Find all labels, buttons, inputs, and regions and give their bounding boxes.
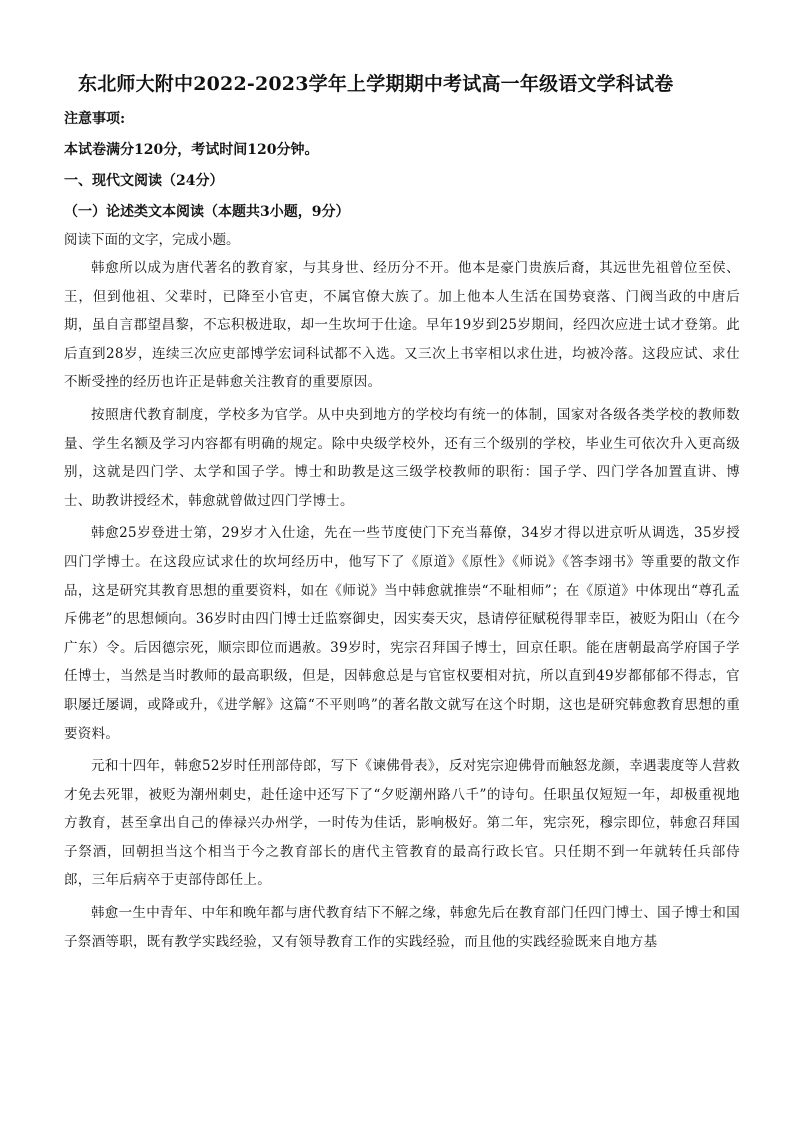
exam-title: 东北师大附中2022-2023学年上学期期中考试高一年级语文学科试卷 bbox=[78, 73, 674, 95]
reading-instruction: 阅读下面的文字，完成小题。 bbox=[64, 232, 240, 248]
reading-passage bbox=[64, 254, 740, 956]
subsection-heading-argumentative: （一）论述类文本阅读（本题共3小题，9分） bbox=[64, 204, 350, 220]
passage-paragraph: 韩愈一生中青年、中年和晚年都与唐代教育结下不解之缘，韩愈先后在教育部门任四门博士、国子博士和国子祭酒等职，既有教学实践经验，又有领导教育工作的实践经验，而且他的实践经验既来自地方基 bbox=[64, 905, 740, 950]
exam-info: 本试卷满分120分，考试时间120分钟。 bbox=[64, 142, 319, 158]
passage-paragraph: 按照唐代教育制度，学校多为官学。从中央到地方的学校均有统一的体制，国家对各级各类学校的教师数量、学生名额及学习内容都有明确的规定。除中央级学校外，还有三个级别的学校，毕业生可依次升入更高级别，这就是四门学、太学和国子学。博士和助教是这三级学校教师的职衔：国子学、四门学各加置直讲、博士、助教讲授经术，韩愈就曾做过四门学博士。 bbox=[64, 406, 740, 509]
passage-paragraph: 元和十四年，韩愈52岁时任刑部侍郎，写下《谏佛骨表》，反对宪宗迎佛骨而触怒龙颜，幸遇裴度等人营救才免去死罪，被贬为潮州刺史，赴任途中还写下了“夕贬潮州路八千”的诗句。任职虽仅短短一年，却极重视地方教育，甚至拿出自己的俸禄兴办州学，一时传为佳话，影响极好。第二年，宪宗死，穆宗即位，韩愈召拜国子祭酒，回朝担当这个相当于今之教育部长的唐代主管教育的最高行政长官。只任期不到一年就转任兵部侍郎，三年后病卒于吏部侍郎任上。 bbox=[64, 758, 740, 889]
section-heading-modern-reading: 一、现代文阅读（24分） bbox=[64, 173, 224, 189]
passage-paragraph: 韩愈所以成为唐代著名的教育家，与其身世、经历分不开。他本是豪门贵族后裔，其远世先祖曾位至侯、王，但到他祖、父辈时，已降至小官吏，不属官僚大族了。加上他本人生活在国势衰落、门阀当政的中唐后期，虽自言郡望昌黎，不忘积极进取，却一生坎坷于仕途。早年19岁到25岁期间，经四次应进士试才登第。此后直到28岁，连续三次应吏部博学宏词科试都不入选。又三次上书宰相以求仕进，均被冷落。这段应试、求仕不断受挫的经历也许正是韩愈关注教育的重要原因。 bbox=[64, 260, 740, 391]
notes-heading: 注意事项: bbox=[64, 111, 126, 127]
passage-paragraph: 韩愈25岁登进士第，29岁才入仕途，先在一些节度使门下充当幕僚，34岁才得以进京听从调选，35岁授四门学博士。在这段应试求仕的坎坷经历中，他写下了《原道》《原性》《师说》《答李翊书》等重要的散文作品，这是研究其教育思想的重要资料，如在《师说》当中韩愈就推崇“不耻相师”；在《原道》中体现出“尊孔孟斥佛老”的思想倾向。36岁时由四门博士迁监察御史，因实奏天灾，恳请停征赋税得罪幸臣，被贬为阳山（在今广东）令。后因德宗死，顺宗即位而遇赦。39岁时，宪宗召拜国子博士，回京任职。能在唐朝最高学府国子学任博士，当然是当时教师的最高职级，但是，因韩愈总是与官宦权要相对抗，所以直到49岁都郁郁不得志，官职屡迁屡调，或降或升，《进学解》这篇“不平则鸣”的著名散文就写在这个时期，这也是研究韩愈教育思想的重要资料。 bbox=[64, 525, 740, 742]
